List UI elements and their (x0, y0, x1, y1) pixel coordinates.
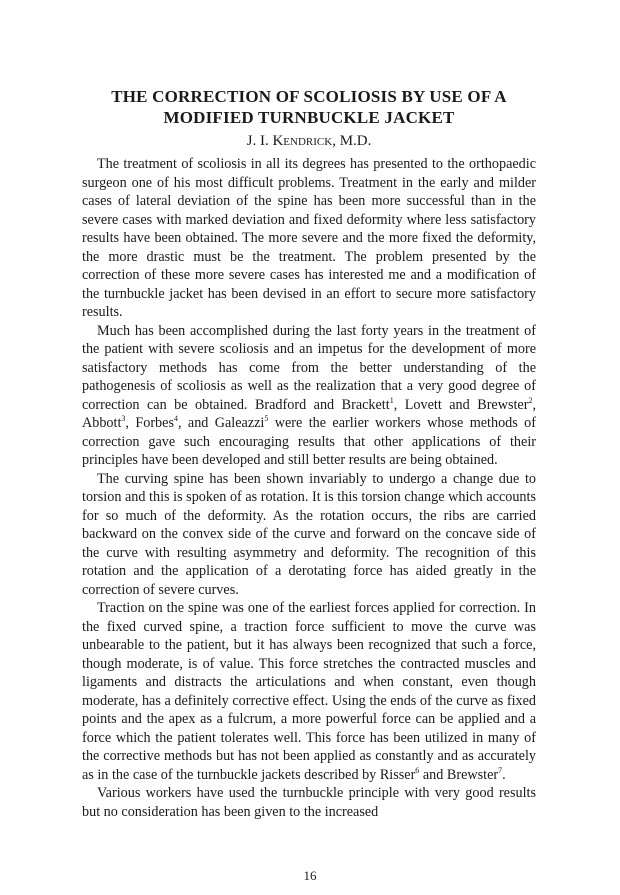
paragraph-2-text-3: , Abbott (82, 396, 536, 431)
author-degree: , M.D. (332, 133, 372, 149)
paragraph-4-text-1: Traction on the spine was one of the earliest forces applied for correction. In the fixed curved spine, a traction force sufficient to move the curve was unbearable to the patient, but it has always been recognized that such a force, though moderate, is of value. This force stretches the contracted muscles and ligaments and distracts the articulations and when constant, even though moderate, has a definitely corrective effect. Using the ends of the curve as fixed points and the apex as a fulcrum, a more powerful force can be applied and a force which the patient tolerates well. This force has been utilized in many of the corrective methods but has not been applied as constantly and as accurately as in the case of the turnbuckle jackets described by Risser (82, 600, 536, 783)
reference-marker: 6 (415, 765, 420, 775)
page-number: 16 (303, 868, 317, 883)
article-body (82, 155, 536, 821)
paragraph-4 (82, 599, 536, 784)
author-byline (82, 131, 536, 151)
paragraph-2-text-5: , and Galeazzi (177, 415, 265, 431)
reference-marker: 4 (173, 414, 178, 423)
paragraph-5: Various workers have used the turnbuckle principle with very good results but no consideration has been given to the increased (82, 785, 536, 820)
reference-marker: 2 (528, 395, 533, 405)
title-line-1: THE CORRECTION OF SCOLIOSIS BY USE OF A (111, 87, 507, 106)
paragraph-4-text-2: and Brewster (419, 766, 499, 783)
paragraph-3: The curving spine has been shown invariably to undergo a change due to torsion and this is spoken of as rotation. It is this torsion change which accounts for so much of the deformity. As the rotation occurs, the ribs are carried backward on the convex side of the curve and forward on the concave side of the curve with resulting asymmetry and deformity. The recognition of this rotation and the application of a derotating force has aided greatly in the correction of severe curves. (82, 470, 536, 598)
reference-marker: 7 (498, 765, 503, 775)
paragraph-2-text-1: Much has been accomplished during the last forty years in the treatment of the patient with severe scoliosis and an impetus for the development of more satisfactory methods has come from the better understanding of the pathogenesis of scoliosis as well as the realization that a very good degree of correction can be obtained. Bradford and Brackett (82, 322, 536, 413)
paragraph-2-text-6: were the earlier workers whose methods of correction gave such encouraging results that other applications of their principles have been developed and still better results are being obtained. (82, 415, 536, 468)
article-title (82, 86, 536, 128)
author-surname: Kendrick (272, 133, 333, 149)
author-initials: J. I. (246, 133, 273, 149)
reference-marker: 1 (389, 395, 394, 405)
paragraph-2 (82, 322, 536, 470)
reference-marker: 5 (264, 414, 269, 423)
paragraph-2-text-2: , Lovett and Brewster (393, 396, 529, 413)
title-line-2: MODIFIED TURNBUCKLE JACKET (163, 108, 455, 127)
paragraph-2-text-4: , Forbes (125, 415, 174, 431)
paragraph-4-text-3: . (502, 766, 506, 783)
paragraph-1: The treatment of scoliosis in all its degrees has presented to the orthopaedic surgeon one of his most difficult problems. Treatment in the early and milder cases of lateral deviation of the spine has been more successful than in the severe cases with marked deviation and fixed deformity where less satisfactory results have been obtained. The more severe and the more fixed the deformity, the more drastic must be the treatment. The problem presented by the correction of these more severe cases has interested me and a modification of the turnbuckle jacket has been devised in an effort to secure more satisfactory results. (82, 156, 536, 320)
reference-marker: 3 (121, 414, 126, 423)
